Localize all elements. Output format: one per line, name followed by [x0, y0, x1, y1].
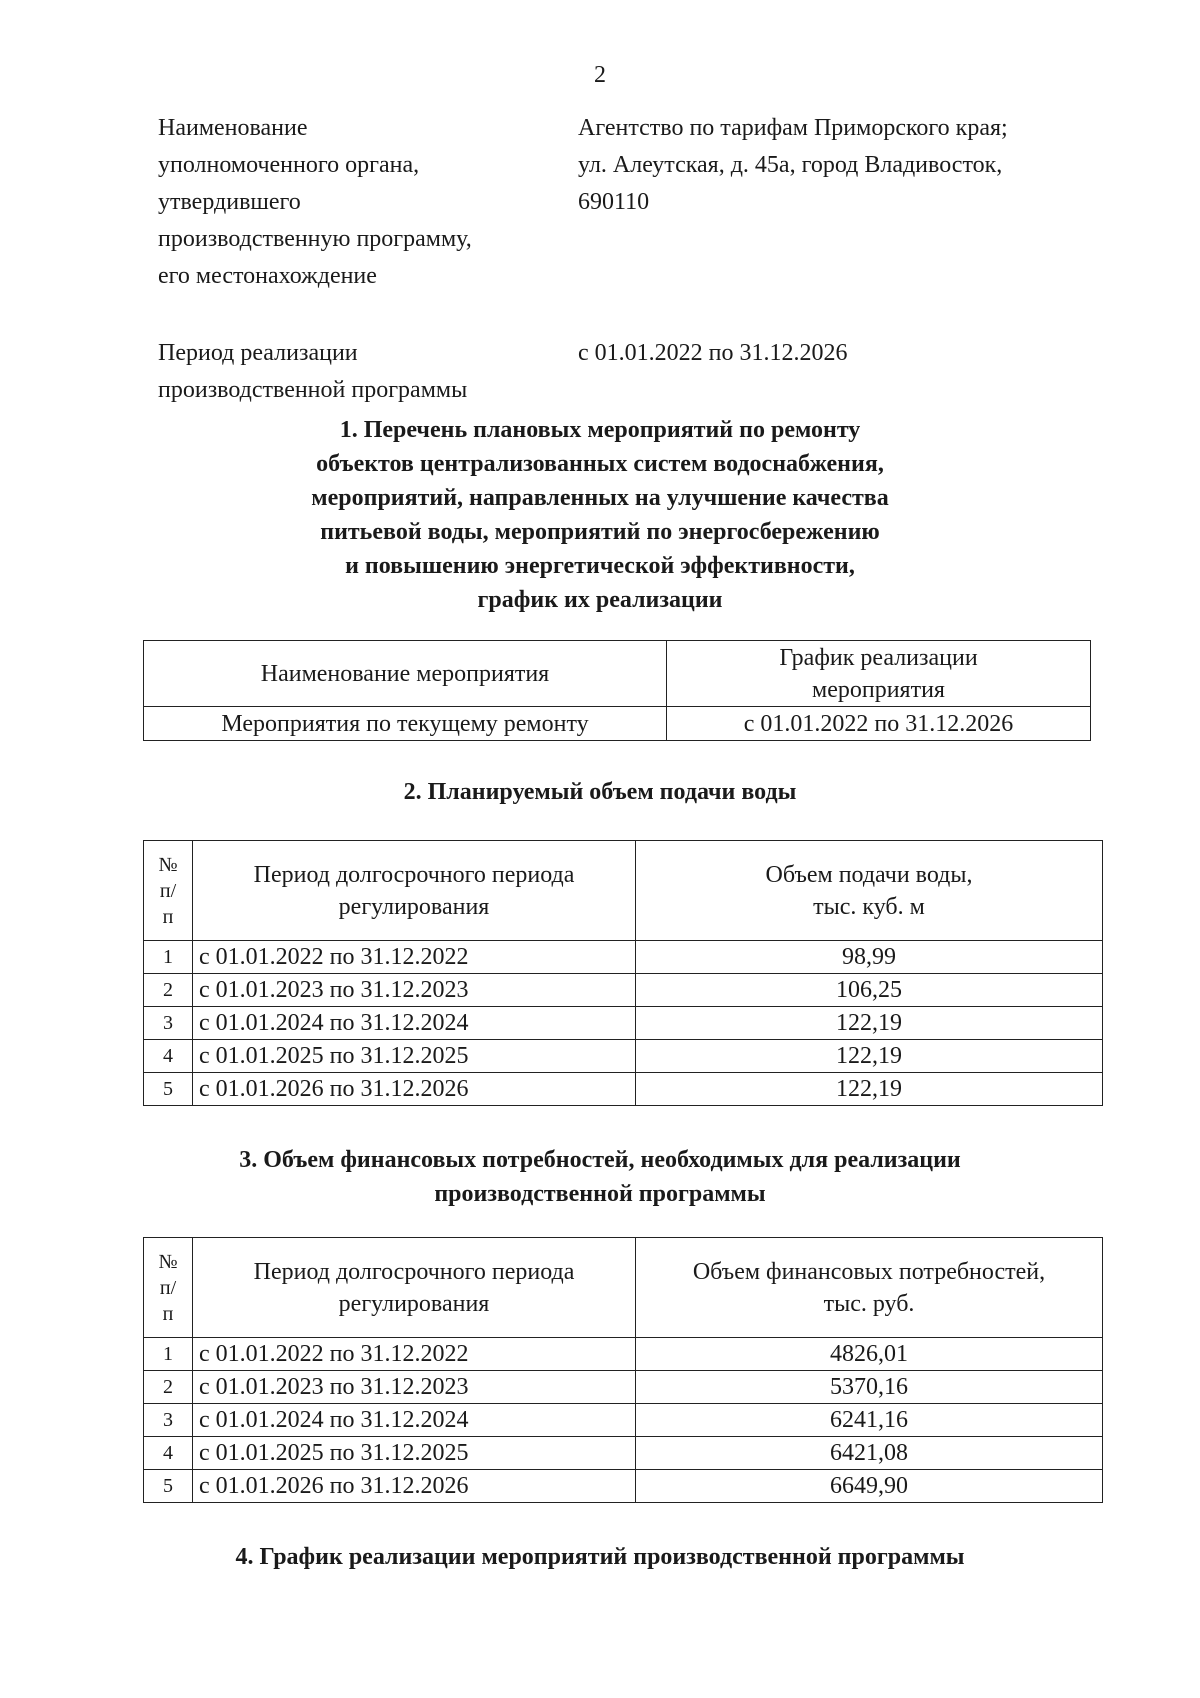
section1-title-line: 1. Перечень плановых мероприятий по ремонту [339, 417, 861, 443]
section1-title-line: мероприятий, направленных на улучшение качества [311, 485, 889, 511]
row-period: с 01.01.2026 по 31.12.2026 [193, 1073, 636, 1106]
schedule-header [667, 641, 1091, 707]
row-number: 3 [144, 1007, 193, 1040]
row-period: с 01.01.2025 по 31.12.2025 [193, 1437, 636, 1470]
authority-label-line: его местонахождение [158, 263, 377, 289]
measures-table [143, 640, 1091, 741]
section4-title: 4. График реализации мероприятий производственной программы [235, 1544, 965, 1570]
table-row [144, 974, 1103, 1007]
number-header-line: п/ [159, 879, 177, 902]
row-number: 5 [144, 1073, 193, 1106]
table-row [144, 1371, 1103, 1404]
table-row [144, 941, 1103, 974]
row-period: с 01.01.2024 по 31.12.2024 [193, 1404, 636, 1437]
table-row [144, 1404, 1103, 1437]
row-number: 4 [144, 1040, 193, 1073]
row-number: 2 [144, 974, 193, 1007]
period-header-line: регулирования [338, 893, 490, 920]
row-value: 122,19 [636, 1040, 1103, 1073]
authority-value-line: Агентство по тарифам Приморского края; [578, 115, 1008, 141]
table-header-row [144, 641, 1091, 707]
value-header-line: Объем подачи воды, [765, 861, 973, 888]
table-row [144, 1470, 1103, 1503]
table-header-row [144, 841, 1103, 941]
authority-value [578, 110, 1098, 221]
row-value: 122,19 [636, 1007, 1103, 1040]
table-header-row [144, 1238, 1103, 1338]
row-period: с 01.01.2023 по 31.12.2023 [193, 974, 636, 1007]
row-number: 2 [144, 1371, 193, 1404]
value-header-line: тыс. руб. [823, 1290, 915, 1317]
row-number: 3 [144, 1404, 193, 1437]
period-header [193, 1238, 636, 1338]
row-period: с 01.01.2024 по 31.12.2024 [193, 1007, 636, 1040]
value-header [636, 841, 1103, 941]
section3-title [0, 1143, 1200, 1211]
schedule-cell: с 01.01.2022 по 31.12.2026 [667, 707, 1091, 741]
period-header-line: регулирования [338, 1290, 490, 1317]
row-period: с 01.01.2023 по 31.12.2023 [193, 1371, 636, 1404]
section1-title-line: и повышению энергетической эффективности, [345, 553, 855, 579]
section3-title-line: производственной программы [434, 1181, 766, 1207]
period-value: с 01.01.2022 по 31.12.2026 [578, 340, 848, 366]
table-row [144, 1437, 1103, 1470]
number-header-line: № [158, 853, 178, 876]
schedule-header-line: мероприятия [812, 676, 945, 703]
row-number: 1 [144, 1338, 193, 1371]
authority-value-line: ул. Алеутская, д. 45а, город Владивосток, [578, 152, 1003, 178]
period-header-line: Период долгосрочного периода [253, 1258, 575, 1285]
water-supply-table [143, 840, 1103, 1106]
value-header-line: Объем финансовых потребностей, [692, 1258, 1046, 1285]
period-label-line: производственной программы [158, 377, 468, 403]
period-header-line: Период долгосрочного периода [253, 861, 575, 888]
page-number: 2 [594, 62, 606, 88]
section3-title-line: 3. Объем финансовых потребностей, необходимых для реализации [239, 1147, 961, 1173]
number-header-line: № [158, 1250, 178, 1273]
row-number: 4 [144, 1437, 193, 1470]
row-value: 6241,16 [636, 1404, 1103, 1437]
section1-title-line: питьевой воды, мероприятий по энергосбережению [320, 519, 880, 545]
row-number: 1 [144, 941, 193, 974]
authority-label-line: Наименование [158, 115, 308, 141]
table-row [144, 707, 1091, 741]
row-value: 6421,08 [636, 1437, 1103, 1470]
period-label [158, 335, 578, 409]
table-row [144, 1007, 1103, 1040]
period-header [193, 841, 636, 941]
row-period: с 01.01.2025 по 31.12.2025 [193, 1040, 636, 1073]
number-header-line: п/ [159, 1276, 177, 1299]
section1-title-line: график их реализации [477, 587, 723, 613]
table-row [144, 1040, 1103, 1073]
number-header [144, 1238, 193, 1338]
row-value: 6649,90 [636, 1470, 1103, 1503]
period-label-line: Период реализации [158, 340, 358, 366]
row-value: 5370,16 [636, 1371, 1103, 1404]
value-header-line: тыс. куб. м [813, 893, 925, 920]
schedule-header-line: График реализации [779, 644, 978, 671]
table-row [144, 1073, 1103, 1106]
number-header-line: п [162, 905, 174, 928]
row-value: 98,99 [636, 941, 1103, 974]
number-header-line: п [162, 1302, 174, 1325]
table-row [144, 1338, 1103, 1371]
authority-value-line: 690110 [578, 189, 650, 215]
row-period: с 01.01.2026 по 31.12.2026 [193, 1470, 636, 1503]
row-value: 4826,01 [636, 1338, 1103, 1371]
row-period: с 01.01.2022 по 31.12.2022 [193, 1338, 636, 1371]
value-header [636, 1238, 1103, 1338]
measure-name-header: Наименование мероприятия [144, 641, 667, 707]
row-value: 106,25 [636, 974, 1103, 1007]
row-period: с 01.01.2022 по 31.12.2022 [193, 941, 636, 974]
section2-title: 2. Планируемый объем подачи воды [403, 779, 797, 805]
financial-needs-table [143, 1237, 1103, 1503]
authority-label-line: производственную программу, [158, 226, 472, 252]
authority-label [158, 110, 578, 295]
authority-label-line: уполномоченного органа, [158, 152, 420, 178]
section1-title [0, 413, 1200, 617]
row-value: 122,19 [636, 1073, 1103, 1106]
section1-title-line: объектов централизованных систем водоснабжения, [316, 451, 884, 477]
number-header [144, 841, 193, 941]
authority-label-line: утвердившего [158, 189, 301, 215]
measure-name-cell: Мероприятия по текущему ремонту [144, 707, 667, 741]
row-number: 5 [144, 1470, 193, 1503]
